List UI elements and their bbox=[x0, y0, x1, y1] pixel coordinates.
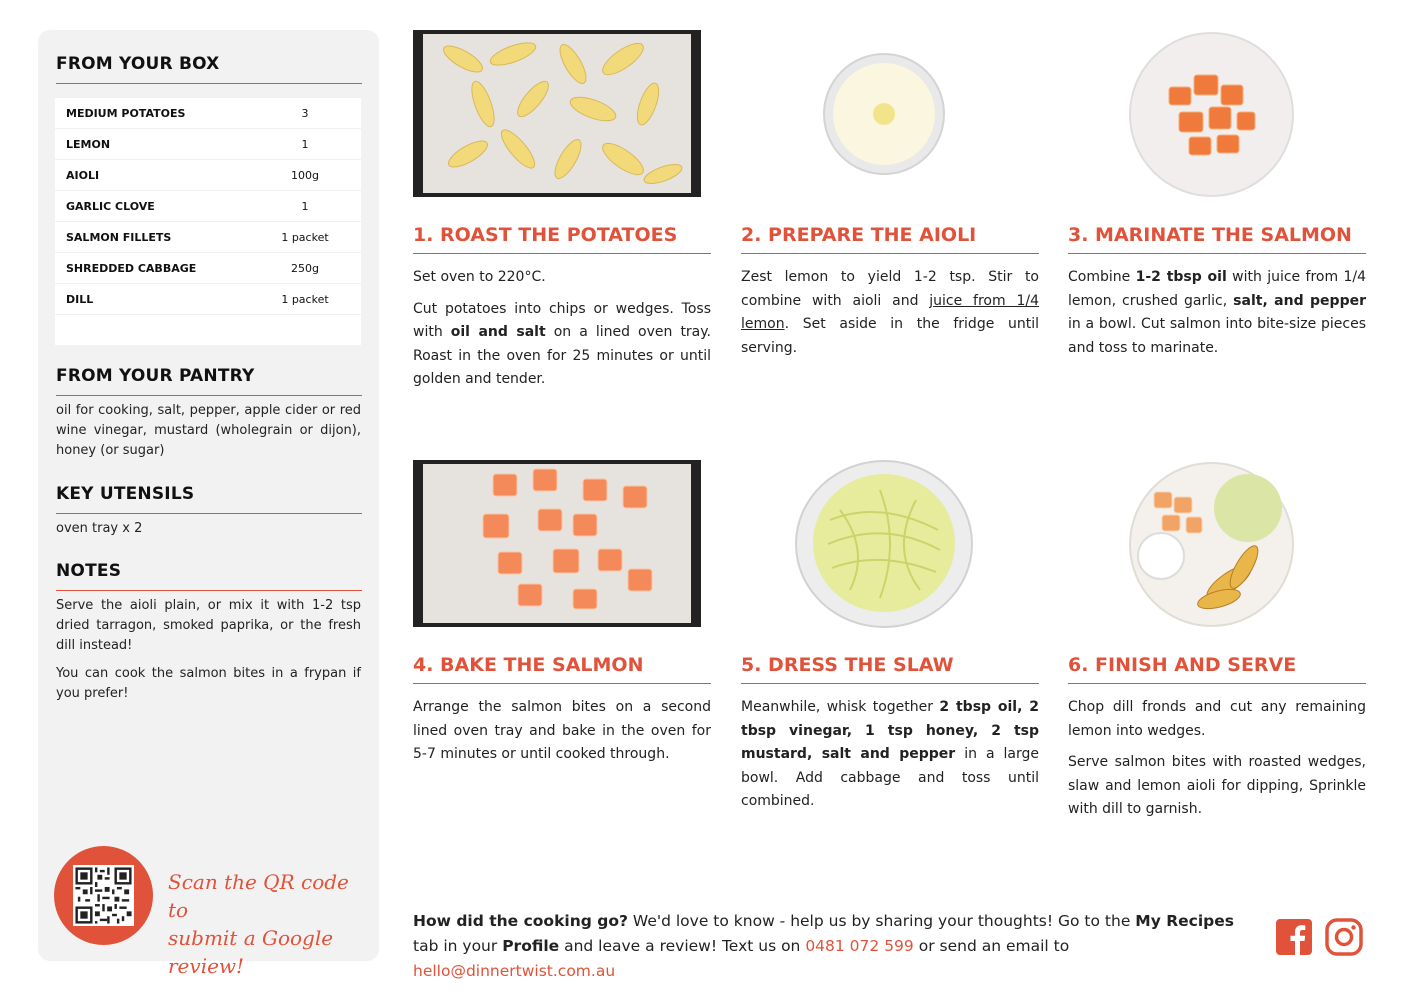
footer-profile: Profile bbox=[502, 937, 560, 955]
step-3-paragraph bbox=[1068, 266, 1366, 360]
ingredient-row bbox=[55, 284, 361, 315]
note-paragraph: Serve the aioli plain, or mix it with 1-2 tsp dried tarragon, smoked paprika, or the fresh dill instead! bbox=[56, 598, 361, 653]
ingredient-qty: 1 bbox=[301, 137, 309, 151]
pantry-paragraph: oil for cooking, salt, pepper, apple cider or red wine vinegar, mustard (wholegrain or dijon), honey (or sugar) bbox=[56, 403, 361, 458]
step-6-body bbox=[1068, 696, 1366, 822]
step-text: Combine bbox=[1068, 269, 1136, 285]
salmon-bowl-photo bbox=[1129, 32, 1294, 197]
step-bold-text: 1-2 tbsp oil bbox=[1135, 269, 1227, 285]
footer-text: and leave a review! Text us on bbox=[559, 937, 806, 955]
step-bold-text: salt, and pepper bbox=[1233, 292, 1366, 309]
step-6-title: 6. FINISH AND SERVE bbox=[1068, 654, 1366, 684]
step-3-body bbox=[1068, 266, 1366, 360]
step-4-paragraph: Arrange the salmon bites on a second lined oven tray and bake in the oven for 5-7 minutes or until cooked through. bbox=[413, 699, 711, 762]
email-link[interactable]: hello@dinnertwist.com.au bbox=[413, 962, 616, 980]
ingredient-qty: 1 packet bbox=[281, 292, 329, 306]
step-5-body bbox=[741, 696, 1039, 814]
phone-link[interactable]: 0481 072 599 bbox=[805, 937, 914, 955]
step-bold-text: 2 tbsp oil, 2 tbsp vinegar, 1 tsp honey, 2 tsp mustard, salt and pepper bbox=[741, 699, 1039, 762]
ingredient-name: SHREDDED CABBAGE bbox=[66, 261, 197, 275]
step-text: on a lined oven tray. Roast in the oven for 25 minutes or until golden and tender. bbox=[413, 324, 712, 387]
feedback-footer bbox=[413, 909, 1263, 984]
step-text: with juice from 1/4 lemon, crushed garlic, bbox=[1068, 269, 1366, 309]
ingredient-row bbox=[55, 98, 361, 129]
step-6-paragraph: Chop dill fronds and cut any remaining lemon into wedges. bbox=[1068, 699, 1366, 739]
notes-heading: NOTES bbox=[56, 561, 362, 591]
ingredient-name: LEMON bbox=[66, 137, 111, 151]
finished-plate-photo bbox=[1129, 462, 1294, 627]
step-2-body bbox=[741, 266, 1039, 360]
footer-text: or send an email to bbox=[913, 937, 1070, 955]
salmon-tray-photo bbox=[413, 460, 701, 627]
utensils-text bbox=[56, 519, 361, 539]
qr-caption-line: Scan the QR code to bbox=[168, 870, 349, 922]
from-your-box-heading: FROM YOUR BOX bbox=[56, 54, 362, 84]
ingredient-qty: 3 bbox=[301, 106, 309, 120]
step-1-body bbox=[413, 266, 711, 392]
step-4-title: 4. BAKE THE SALMON bbox=[413, 654, 711, 684]
ingredient-qty: 100g bbox=[291, 168, 319, 182]
step-1-paragraph bbox=[413, 298, 711, 392]
footer-text: tab in your bbox=[413, 937, 503, 955]
note-paragraph: You can cook the salmon bites in a frypan if you prefer! bbox=[56, 666, 361, 701]
ingredient-row bbox=[55, 253, 361, 284]
ingredient-row-empty bbox=[55, 315, 361, 345]
ingredient-qty: 1 packet bbox=[281, 230, 329, 244]
ingredient-row bbox=[55, 191, 361, 222]
footer-question: How did the cooking go? bbox=[413, 912, 628, 930]
step-1-title: 1. ROAST THE POTATOES bbox=[413, 224, 711, 254]
potatoes-tray-photo bbox=[413, 30, 701, 197]
qr-caption bbox=[168, 868, 368, 980]
notes-text bbox=[56, 596, 361, 704]
step-text: Meanwhile, whisk together bbox=[741, 699, 940, 715]
step-6-paragraph: Serve salmon bites with roasted wedges, slaw and lemon aioli for dipping, Sprinkle with dill to garnish. bbox=[1068, 754, 1366, 817]
instagram-icon[interactable] bbox=[1325, 918, 1363, 956]
step-text: in a bowl. Cut salmon into bite-size pieces and toss to marinate. bbox=[1068, 316, 1366, 356]
aioli-bowl-photo bbox=[823, 53, 945, 175]
ingredient-qty: 250g bbox=[291, 261, 319, 275]
ingredient-qty: 1 bbox=[301, 199, 309, 213]
step-text: in a large bowl. Add cabbage and toss until combined. bbox=[741, 746, 1040, 809]
qr-badge[interactable] bbox=[54, 846, 153, 945]
pantry-text bbox=[56, 401, 361, 461]
ingredient-name: AIOLI bbox=[66, 168, 100, 182]
step-1-paragraph: Set oven to 220°C. bbox=[413, 269, 546, 285]
ingredient-row bbox=[55, 222, 361, 253]
step-5-title: 5. DRESS THE SLAW bbox=[741, 654, 1039, 684]
step-underlined-text: juice from 1/4 lemon bbox=[741, 292, 1039, 332]
ingredient-name: MEDIUM POTATOES bbox=[66, 106, 186, 120]
ingredient-name: SALMON FILLETS bbox=[66, 230, 172, 244]
step-text: Zest lemon to yield 1-2 tsp. Stir to combine with aioli and bbox=[741, 269, 1039, 309]
step-text: Cut potatoes into chips or wedges. Toss with bbox=[413, 300, 711, 340]
footer-text: We'd love to know - help us by sharing your thoughts! Go to the bbox=[627, 912, 1136, 930]
slaw-bowl-photo bbox=[795, 460, 973, 628]
ingredient-name: DILL bbox=[66, 292, 94, 306]
ingredients-table bbox=[55, 98, 361, 345]
qr-caption-line: submit a Google review! bbox=[168, 926, 334, 978]
step-2-paragraph bbox=[741, 266, 1039, 360]
step-bold-text: oil and salt bbox=[450, 324, 546, 340]
key-utensils-heading: KEY UTENSILS bbox=[56, 484, 362, 514]
ingredient-name: GARLIC CLOVE bbox=[66, 199, 155, 213]
from-your-pantry-heading: FROM YOUR PANTRY bbox=[56, 366, 362, 396]
step-4-body bbox=[413, 696, 711, 767]
step-3-title: 3. MARINATE THE SALMON bbox=[1068, 224, 1366, 254]
step-2-title: 2. PREPARE THE AIOLI bbox=[741, 224, 1039, 254]
ingredient-row bbox=[55, 160, 361, 191]
facebook-icon[interactable] bbox=[1275, 918, 1313, 956]
step-text: . Set aside in the fridge until serving. bbox=[741, 316, 1039, 356]
qr-code-icon[interactable] bbox=[73, 865, 134, 926]
ingredient-row bbox=[55, 129, 361, 160]
footer-my-recipes: My Recipes bbox=[1135, 912, 1234, 930]
utensils-paragraph: oven tray x 2 bbox=[56, 521, 143, 536]
sidebar bbox=[38, 30, 379, 978]
step-5-paragraph bbox=[741, 696, 1039, 814]
